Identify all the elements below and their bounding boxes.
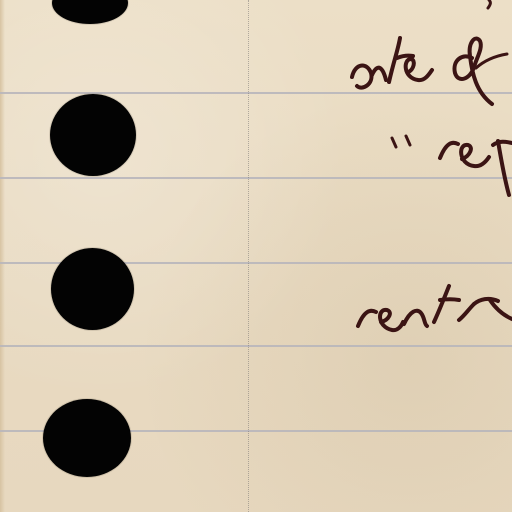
handwritten-text — [358, 296, 361, 297]
handwritten-text — [392, 138, 394, 139]
handwritten-text — [352, 52, 355, 53]
